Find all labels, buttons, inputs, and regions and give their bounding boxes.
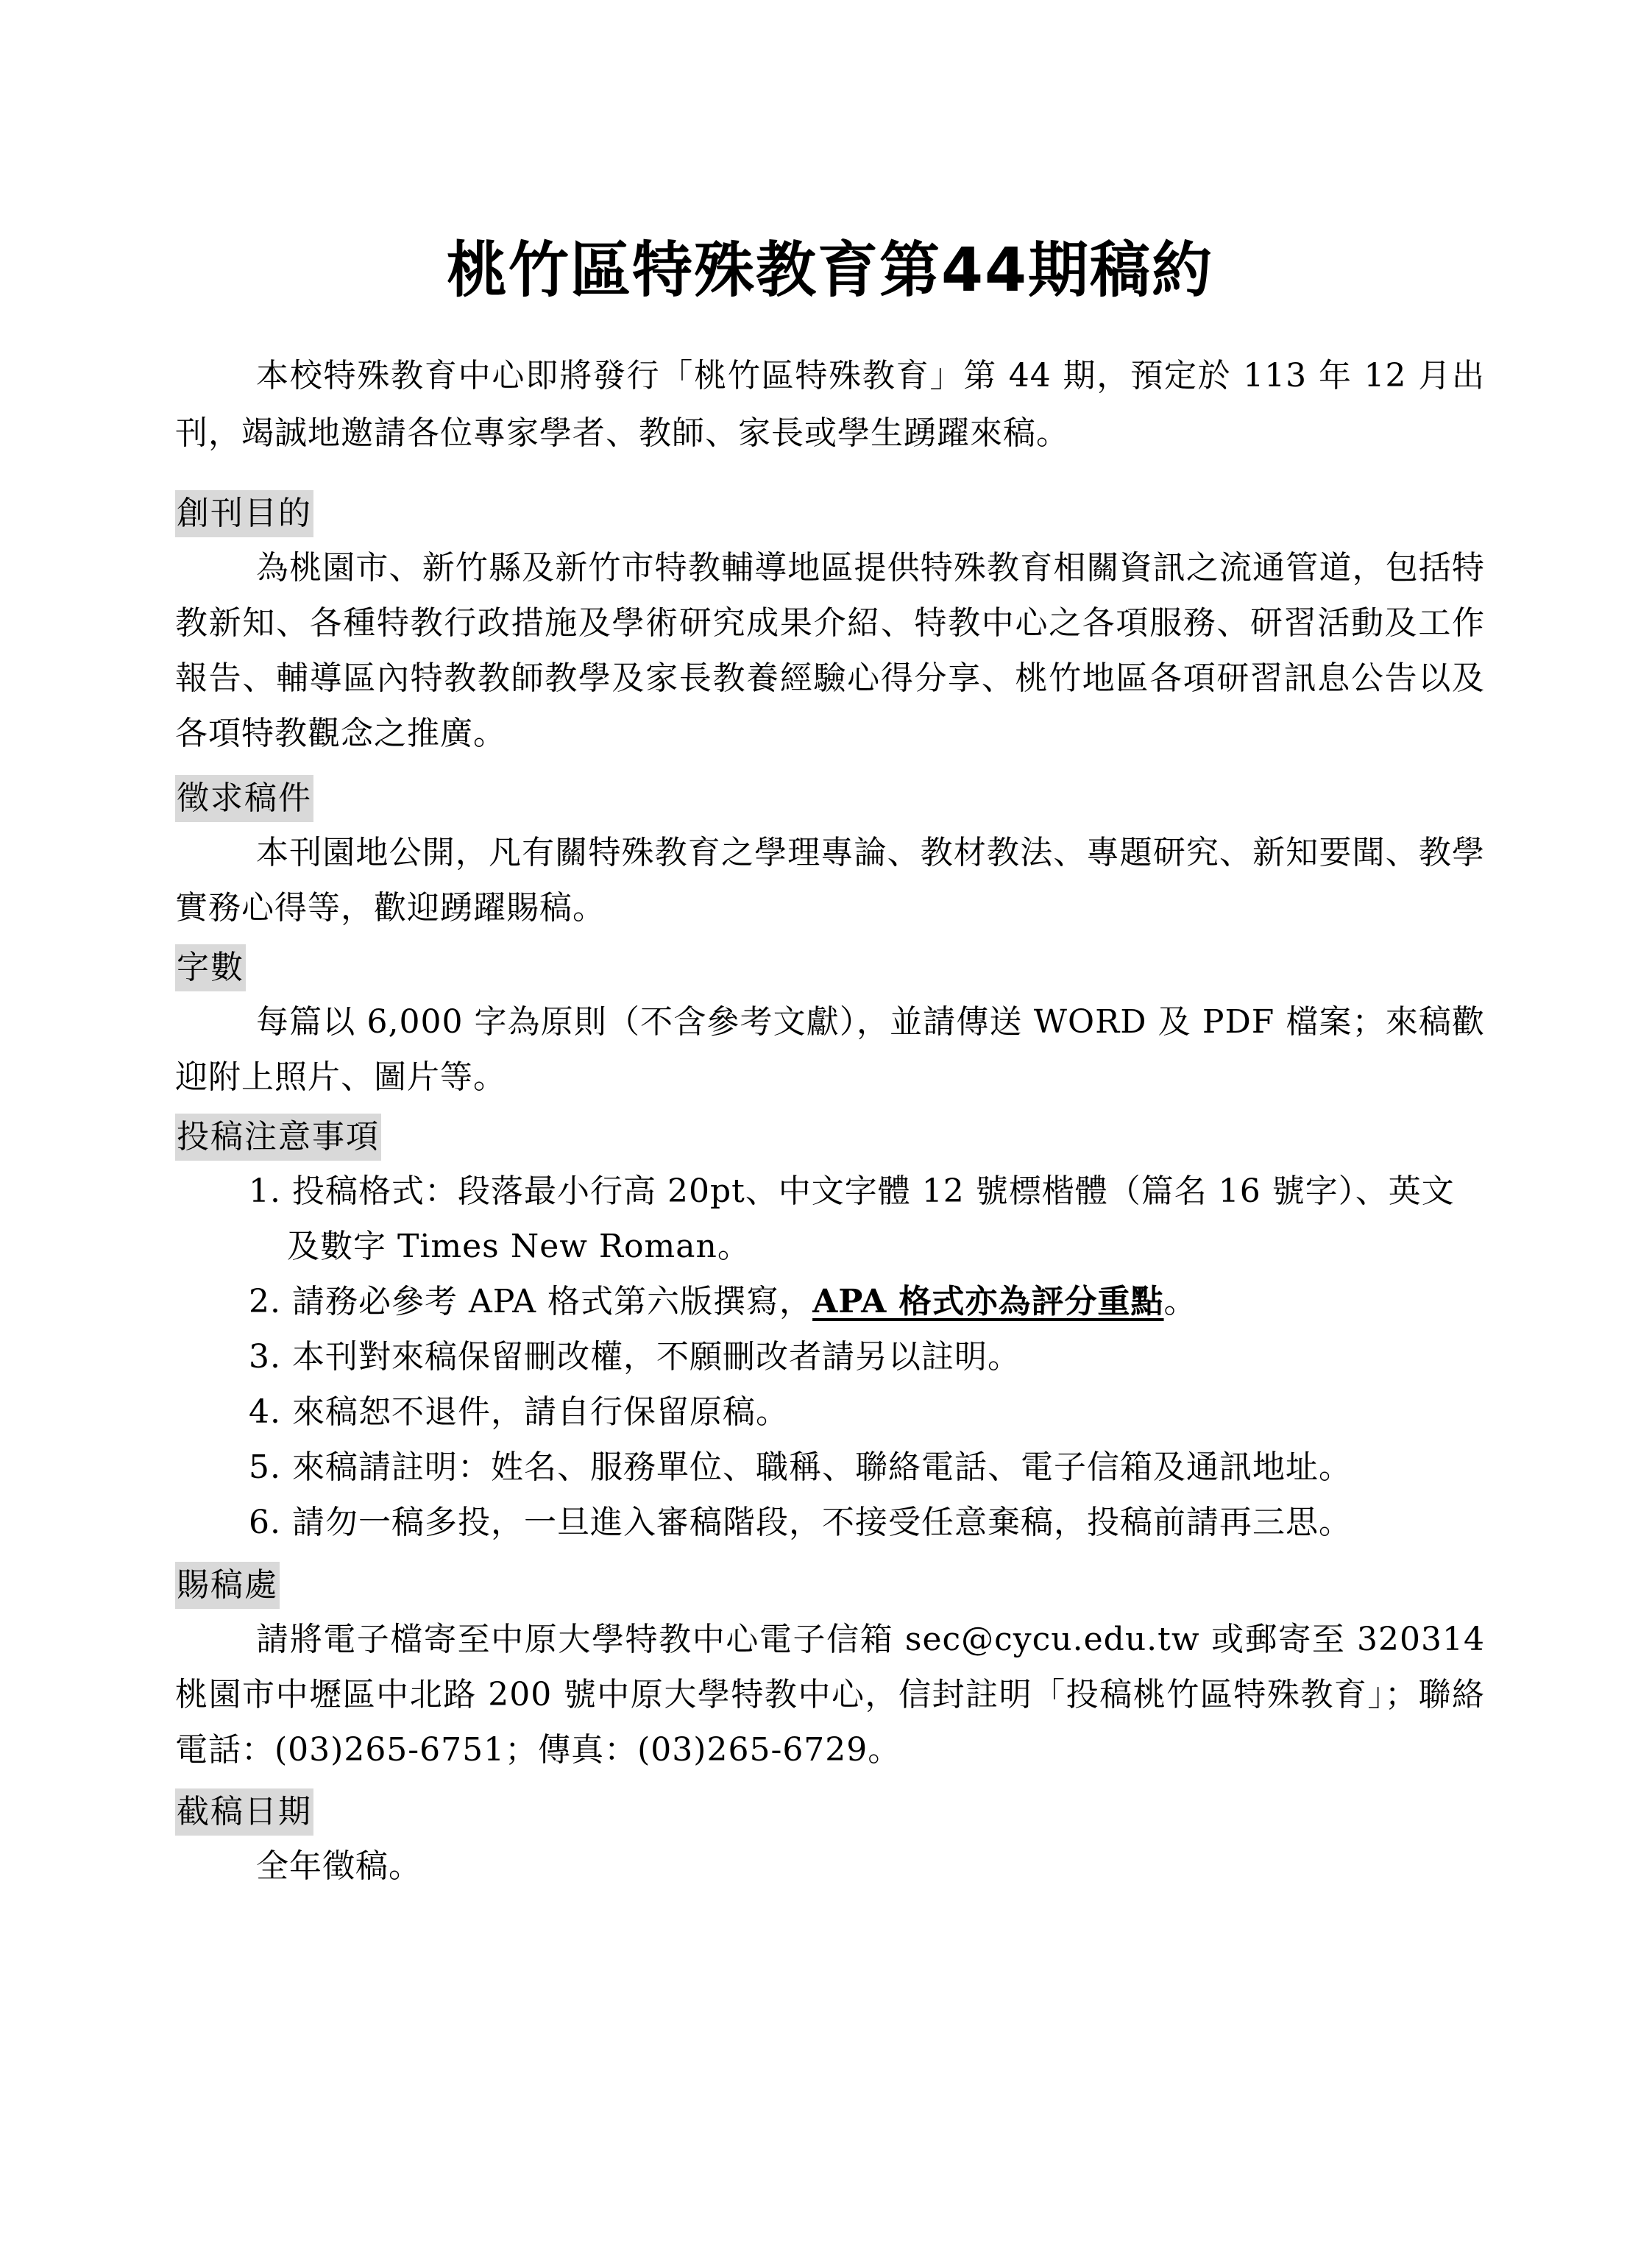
note-item: 3. 本刊對來稿保留刪改權，不願刪改者請另以註明。: [249, 1338, 1021, 1376]
section-notes: [175, 1114, 1485, 1550]
section-heading-submit: 賜稿處: [175, 1562, 280, 1609]
section-body-purpose: 為桃園市、新竹縣及新竹市特教輔導地區提供特殊教育相關資訊之流通管道，包括特教新知、各種特教行政措施及學術研究成果介紹、特教中心之各項服務、研習活動及工作報告、輔導區內特教教師教學及家長教養經驗心得分享、桃竹地區各項研習訊息公告以及各項特教觀念之推廣。: [175, 549, 1485, 752]
note-item-tail: 。: [1163, 1283, 1197, 1320]
section-submit: [175, 1562, 1485, 1777]
section-heading-purpose: 創刊目的: [175, 490, 313, 537]
notes-list: [175, 1164, 1485, 1550]
section-heading-wordcount: 字數: [175, 944, 246, 991]
section-heading-notes: 投稿注意事項: [175, 1114, 381, 1161]
note-item: 5. 來稿請註明：姓名、服務單位、職稱、聯絡電話、電子信箱及通訊地址。: [249, 1448, 1352, 1486]
note-item: 1. 投稿格式：段落最小行高 20pt、中文字體 12 號標楷體（篇名 16 號字）、英文及數字 Times New Roman。: [249, 1172, 1455, 1265]
document-title: 桃竹區特殊教育第44期稿約: [446, 235, 1214, 305]
section-body-deadline: 全年徵稿。: [256, 1847, 422, 1885]
section-body-submit: 請將電子檔寄至中原大學特教中心電子信箱 sec@cycu.edu.tw 或郵寄至 320314 桃園市中壢區中北路 200 號中原大學特教中心，信封註明「投稿桃竹區特殊教育」；聯絡電話：(03)265-6751；傳真：(03)265-6729。: [175, 1621, 1485, 1769]
section-purpose: [175, 490, 1485, 761]
section-heading-deadline: 截稿日期: [175, 1788, 313, 1836]
section-heading-call: 徵求稿件: [175, 775, 313, 822]
intro-paragraph: 本校特殊教育中心即將發行「桃竹區特殊教育」第 44 期，預定於 113 年 12 月出刊，竭誠地邀請各位專家學者、教師、家長或學生踴躍來稿。: [175, 357, 1485, 452]
note-item-text: 2. 請務必參考 APA 格式第六版撰寫，: [249, 1283, 813, 1320]
section-wordcount: [175, 944, 1485, 1105]
section-deadline: [175, 1788, 1485, 1894]
note-item: [175, 1274, 1485, 1329]
section-call: [175, 775, 1485, 935]
note-item: 6. 請勿一稿多投，一旦進入審稿階段，不接受任意棄稿，投稿前請再三思。: [249, 1504, 1352, 1541]
section-body-wordcount: 每篇以 6,000 字為原則（不含參考文獻），並請傳送 WORD 及 PDF 檔案；來稿歡迎附上照片、圖片等。: [175, 1003, 1485, 1096]
note-item: 4. 來稿恕不退件，請自行保留原稿。: [249, 1393, 789, 1431]
note-emphasis: APA 格式亦為評分重點: [812, 1283, 1164, 1320]
section-body-call: 本刊園地公開，凡有關特殊教育之學理專論、教材教法、專題研究、新知要聞、教學實務心得等，歡迎踴躍賜稿。: [175, 834, 1485, 927]
